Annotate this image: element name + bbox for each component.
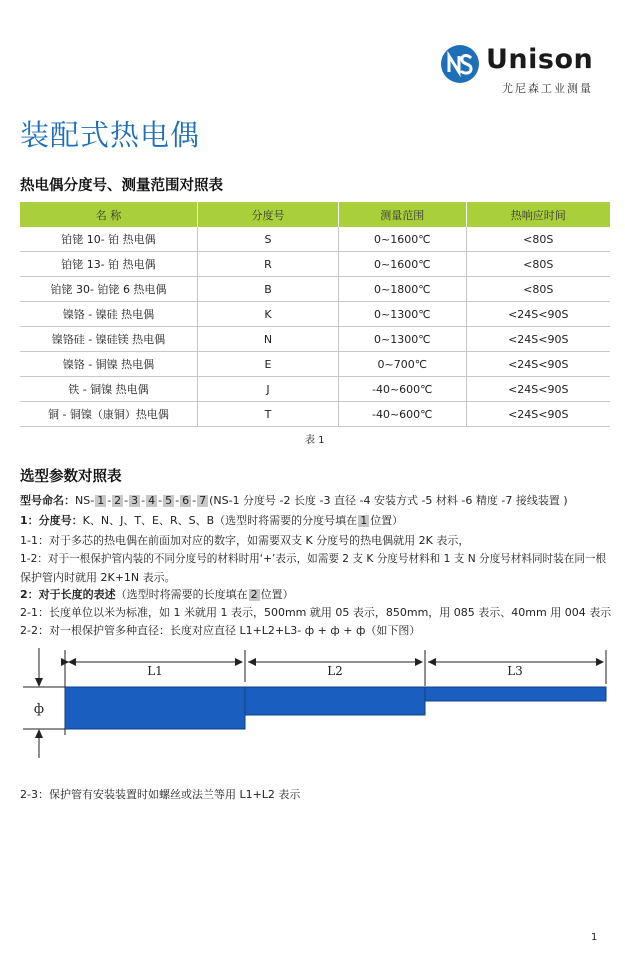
table-cell: <24S<90S bbox=[466, 377, 610, 402]
table-cell: 铜 - 铜镍（康铜）热电偶 bbox=[20, 402, 197, 427]
column-header: 热响应时间 bbox=[466, 202, 610, 227]
label-l1: L1 bbox=[147, 664, 163, 678]
arrowhead bbox=[248, 658, 256, 666]
table-caption: 表 1 bbox=[305, 435, 325, 446]
table-cell: K bbox=[197, 302, 338, 327]
item2-2-line: 2-2：对一根保护管多种直径：长度对应直径 L1+L2+L3- ф + ф + ф（如下图） bbox=[20, 624, 421, 637]
table-row bbox=[20, 402, 610, 427]
table-cell: 铂铑 13- 铂 热电偶 bbox=[20, 252, 197, 277]
thermocouple-table bbox=[20, 202, 610, 427]
table-row bbox=[20, 352, 610, 377]
brand-subtitle: 尤尼森工业测量 bbox=[502, 82, 593, 95]
column-header: 分度号 bbox=[197, 202, 338, 227]
table-cell: <24S<90S bbox=[466, 327, 610, 352]
model-box: 4 bbox=[148, 494, 156, 507]
table-cell: <24S<90S bbox=[466, 352, 610, 377]
item2-3-line: 2-3：保护管有安装装置时如螺丝或法兰等用 L1+L2 表示 bbox=[20, 788, 301, 801]
table-cell: R bbox=[197, 252, 338, 277]
table-row bbox=[20, 327, 610, 352]
table-cell: E bbox=[197, 352, 338, 377]
table-cell: <80S bbox=[466, 227, 610, 252]
model-naming-line: 型号命名：NS- 1 - 2 - 3 - 4 - 5 - 6 - 7 (NS-1 分度号 -2 长度 -3 直径 -4 安装方式 -5 材料 -6 精度 -7 接线装置 ) bbox=[20, 494, 568, 507]
table-cell: S bbox=[197, 227, 338, 252]
selection-title: 选型参数对照表 bbox=[20, 469, 122, 485]
table-cell: 铂铑 10- 铂 热电偶 bbox=[20, 227, 197, 252]
table-cell: 铂铑 30- 铂铑 6 热电偶 bbox=[20, 277, 197, 302]
unison-logo-icon bbox=[440, 44, 480, 84]
item1-text: K、N、J、T、E、R、S、B（选型时将需要的分度号填在 bbox=[82, 514, 358, 527]
table-cell: <24S<90S bbox=[466, 402, 610, 427]
table-section-title: 热电偶分度号、测量范围对照表 bbox=[20, 178, 223, 194]
table-cell: -40~600℃ bbox=[339, 402, 467, 427]
item2-tail: 位置） bbox=[260, 588, 294, 601]
item1-2-line: 1-2：对于一根保护管内装的不同分度号的材料时用‘+’表示，如需要 2 支 K 分度号材料和 1 支 N 分度号材料同时装在同一根 bbox=[20, 553, 607, 565]
table-row bbox=[20, 302, 610, 327]
item2-1-line: 2-1：长度单位以米为标准，如 1 米就用 1 表示，500mm 就用 05 表示，850mm，用 085 表示、40mm 用 004 表示 bbox=[20, 606, 612, 619]
item2-text: （选型时将需要的长度填在 bbox=[115, 588, 248, 601]
tube-diagram bbox=[18, 640, 613, 762]
table-cell: B bbox=[197, 277, 338, 302]
table-cell: 镍铬硅 - 镍硅镁 热电偶 bbox=[20, 327, 197, 352]
table-row bbox=[20, 377, 610, 402]
table-cell: <80S bbox=[466, 277, 610, 302]
item1-2-continued: 保护管内时就用 2K+1N 表示。 bbox=[20, 571, 176, 584]
item1-label: 1：分度号： bbox=[20, 514, 83, 527]
table-cell: 镍铬 - 镍硅 热电偶 bbox=[20, 302, 197, 327]
model-box: 5 bbox=[165, 494, 173, 507]
model-prefix: NS- bbox=[75, 494, 95, 507]
table-row bbox=[20, 252, 610, 277]
model-box: 6 bbox=[182, 494, 190, 507]
tube-segment-l3 bbox=[425, 687, 606, 701]
table-cell: N bbox=[197, 327, 338, 352]
model-box: 1 bbox=[97, 494, 105, 507]
table-cell: 0~1300℃ bbox=[339, 302, 467, 327]
table-cell: 铁 - 铜镍 热电偶 bbox=[20, 377, 197, 402]
table-cell: 0~700℃ bbox=[339, 352, 467, 377]
diameter-symbol: ф bbox=[33, 702, 45, 717]
table-cell: T bbox=[197, 402, 338, 427]
table-header-row bbox=[20, 202, 610, 227]
page-number: 1 bbox=[591, 932, 598, 943]
tube-segment-l2 bbox=[245, 687, 425, 715]
column-header: 名 称 bbox=[20, 202, 197, 227]
brand-logo bbox=[440, 42, 615, 102]
item2-line bbox=[20, 586, 294, 602]
brand-name: Unison bbox=[486, 44, 594, 75]
column-header: 测量范围 bbox=[339, 202, 467, 227]
table-cell: 0~1800℃ bbox=[339, 277, 467, 302]
arrowhead bbox=[68, 658, 76, 666]
model-box: 7 bbox=[199, 494, 207, 507]
page-title: 装配式热电偶 bbox=[20, 118, 201, 152]
label-l2: L2 bbox=[327, 664, 343, 678]
model-box: 3 bbox=[131, 494, 139, 507]
item2-box: 2 bbox=[250, 588, 258, 601]
table-cell: <80S bbox=[466, 252, 610, 277]
table-cell: 0~1600℃ bbox=[339, 252, 467, 277]
item2-label: 2：对于长度的表述 bbox=[20, 588, 116, 601]
item1-box: 1 bbox=[360, 514, 368, 527]
table-row bbox=[20, 277, 610, 302]
item1-tail: 位置） bbox=[370, 514, 404, 527]
model-label: 型号命名： bbox=[20, 494, 75, 507]
model-description: (NS-1 分度号 -2 长度 -3 直径 -4 安装方式 -5 材料 -6 精度 -7 接线装置 ) bbox=[209, 494, 568, 507]
arrowhead bbox=[35, 729, 43, 738]
tube-segment-l1 bbox=[65, 687, 245, 729]
model-box: 2 bbox=[114, 494, 122, 507]
arrowhead bbox=[428, 658, 436, 666]
table-cell: <24S<90S bbox=[466, 302, 610, 327]
table-cell: J bbox=[197, 377, 338, 402]
table-row bbox=[20, 227, 610, 252]
label-l3: L3 bbox=[507, 664, 523, 678]
item1-line bbox=[20, 512, 403, 528]
table-cell: -40~600℃ bbox=[339, 377, 467, 402]
arrowhead bbox=[35, 678, 43, 687]
table-cell: 0~1300℃ bbox=[339, 327, 467, 352]
table-cell: 0~1600℃ bbox=[339, 227, 467, 252]
item1-1-line: 1-1：对于多芯的热电偶在前面加对应的数字，如需要双支 K 分度号的热电偶就用 2K 表示， bbox=[20, 534, 470, 547]
table-cell: 镍铬 - 铜镍 热电偶 bbox=[20, 352, 197, 377]
